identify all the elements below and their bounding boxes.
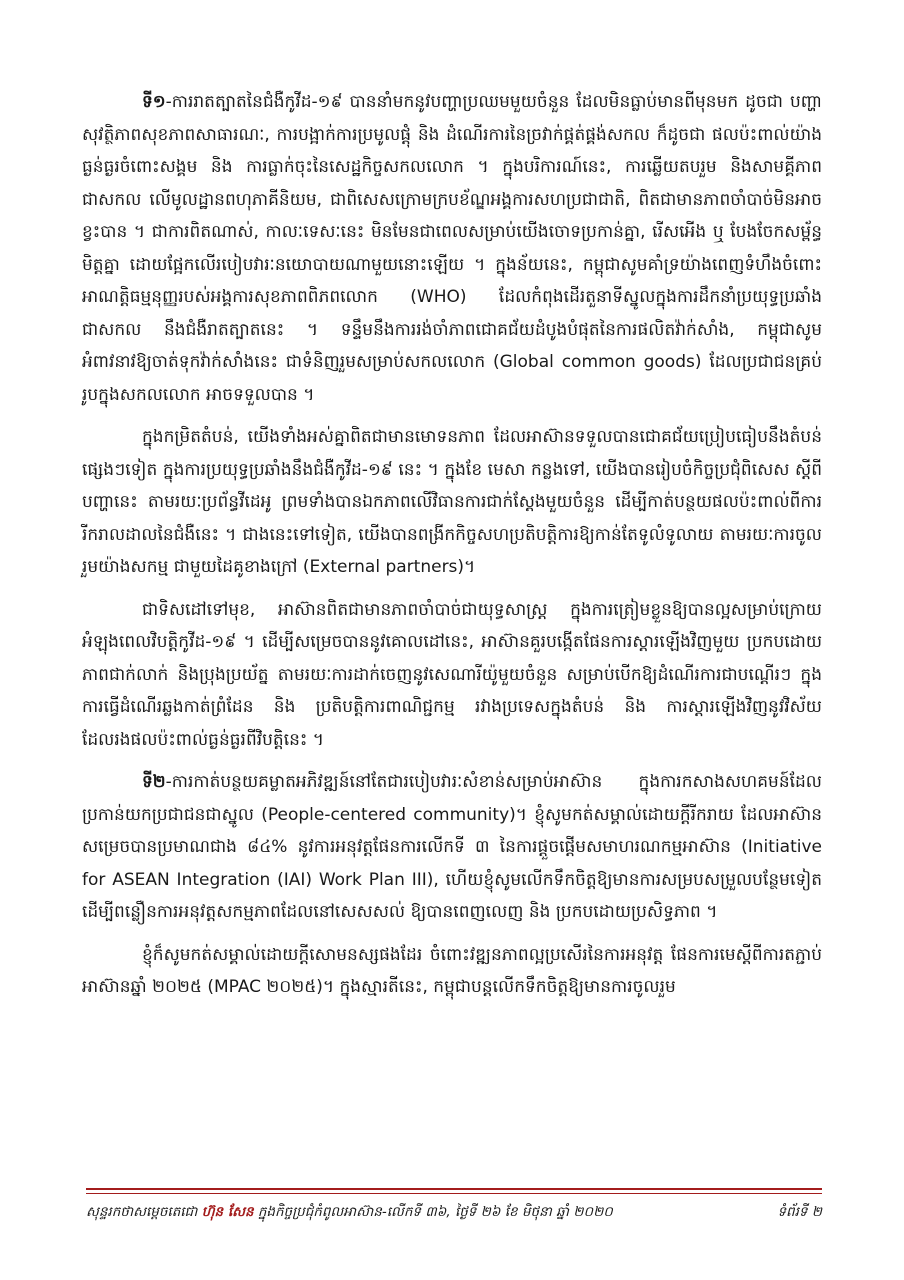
footer-divider [86, 1188, 822, 1190]
paragraph-text: ខ្ញុំក៏សូមកត់សម្គាល់ដោយក្តីសោមនស្សផងដែរ ចំពោះវឌ្ឍនភាពល្អប្រសើរនៃការអនុវត្ត ផែនការមេស្តីពីការតភ្ជាប់អាស៊ានឆ្នាំ ២០២៥ (MPAC ២០២៥)។ ក្នុងស្មារតីនេះ, កម្ពុជាបន្តលើកទឹកចិត្តឱ្យមានការចូលរួម [82, 944, 822, 997]
paragraph-text: -ការកាត់បន្ថយគម្លាតអភិវឌ្ឍន៍នៅតែជារបៀបវារៈសំខាន់សម្រាប់អាស៊ាន ក្នុងការកសាងសហគមន៍ដែលប្រកាន់យកប្រជាជនជាស្នូល (People-centered community)។ ខ្ញុំសូមកត់សម្គាល់ដោយក្តីរីករាយ ដែលអាស៊ានសម្រេចបានប្រមាណជាង ៨៤% នូវការអនុវត្តផែនការលើកទី ៣ នៃការផ្តួចផ្តើមសមាហរណកម្មអាស៊ាន (Initiative for ASEAN Integration (IAI) Work Plan III), ហើយខ្ញុំសូមលើកទឹកចិត្តឱ្យមានការសម្របសម្រួលបន្ថែមទៀត ដើម្បីពន្លឿនការអនុវត្តសកម្មភាពដែលនៅសេសសល់ ឱ្យបានពេញលេញ និង ប្រកបដោយប្រសិទ្ធភាព ។ [82, 772, 822, 922]
point-number-2: ទី២ [142, 772, 166, 792]
paragraph-text: ក្នុងកម្រិតតំបន់, យើងទាំងអស់គ្នាពិតជាមានមោទនភាព ដែលអាស៊ានទទួលបានជោគជ័យប្រៀបធៀបនឹងតំបន់ផ្សេងៗទៀត ក្នុងការប្រយុទ្ធប្រឆាំងនឹងជំងឺកូវីដ-១៩ នេះ ។ ក្នុងខែ មេសា កន្លងទៅ, យើងបានរៀបចំកិច្ចប្រជុំពិសេស ស្តីពីបញ្ហានេះ តាមរយៈប្រព័ន្ធវីដេអូ ព្រមទាំងបានឯកភាពលើវិធានការជាក់ស្តែងមួយចំនួន ដើម្បីកាត់បន្ថយផលប៉ះពាល់ពីការរីករាលដាលនៃជំងឺនេះ ។ ជាងនេះទៅទៀត, យើងបានពង្រីកកិច្ចសហប្រតិបត្តិការឱ្យកាន់តែទូលំទូលាយ តាមរយៈការចូលរួមយ៉ាងសកម្ម ជាមួយដៃគូខាងក្រៅ (External partners)។ [82, 427, 822, 577]
footer-divider-thin [86, 1193, 822, 1194]
page-footer [86, 1198, 822, 1228]
footer-suffix: ក្នុងកិច្ចប្រជុំកំពូលអាស៊ាន-លើកទី ៣៦, ថ្ងៃទី ២៦ ខែ មិថុនា ឆ្នាំ ២០២០ [257, 1204, 613, 1220]
point-number-1: ទី១ [142, 92, 166, 112]
paragraph-3 [82, 594, 822, 757]
paragraph-2 [82, 421, 822, 584]
footer-prefix: សុន្ទរកថាសម្តេចតេជោ [86, 1204, 198, 1220]
page-number: ទំព័រទី ២ [777, 1204, 822, 1220]
paragraph-text: ជាទិសដៅទៅមុខ, អាស៊ានពិតជាមានភាពចាំបាច់ជាយុទ្ធសាស្ត្រ ក្នុងការត្រៀមខ្លួនឱ្យបានល្អសម្រាប់ក្រោយអំឡុងពេលវិបត្តិកូវីដ-១៩ ។ ដើម្បីសម្រេចបាននូវគោលដៅនេះ, អាស៊ានគួរបង្កើតផែនការស្តារឡើងវិញមួយ ប្រកបដោយភាពជាក់លាក់ និងប្រុងប្រយ័ត្ន តាមរយៈការដាក់ចេញនូវសេណារីយ៉ូមួយចំនួន សម្រាប់បើកឱ្យដំណើរការជាបណ្តើរៗ ក្នុងការធ្វើដំណើរឆ្លងកាត់ព្រំដែន និង ប្រតិបត្តិការពាណិជ្ជកម្ម រវាងប្រទេសក្នុងតំបន់ និង ការស្តារឡើងវិញនូវវិស័យដែលរងផលប៉ះពាល់ធ្ងន់ធ្ងរពីវិបត្តិនេះ ។ [82, 599, 822, 750]
speech-body [82, 86, 822, 1014]
paragraph-1 [82, 86, 822, 411]
paragraph-4 [82, 766, 822, 929]
footer-speaker-name: ហ៊ុន សែន [201, 1204, 254, 1220]
paragraph-text: -ការរាតត្បាតនៃជំងឺកូវីដ-១៩ បាននាំមកនូវបញ្ហាប្រឈមមួយចំនួន ដែលមិនធ្លាប់មានពីមុនមក ដូចជា បញ្ហាសុវត្ថិភាពសុខភាពសាធារណៈ, ការបង្អាក់ការប្រមូលផ្តុំ និង ដំណើរការនៃច្រវាក់ផ្គត់ផ្គង់សកល ក៏ដូចជា ផលប៉ះពាល់យ៉ាងធ្ងន់ធ្ងរចំពោះសង្គម និង ការធ្លាក់ចុះនៃសេដ្ឋកិច្ចសកលលោក ។ ក្នុងបរិការណ៍នេះ, ការឆ្លើយតបរួម និងសាមគ្គីភាពជាសកល លើមូលដ្ឋានពហុភាគីនិយម, ជាពិសេសក្រោមក្របខ័ណ្ឌអង្គការសហប្រជាជាតិ, ពិតជាមានភាពចាំបាច់មិនអាចខ្វះបាន ។ ជាការពិតណាស់, កាលៈទេសៈនេះ មិនមែនជាពេលសម្រាប់យើងចោទប្រកាន់គ្នា, រើសអើង ឬ បែងចែកសម្ព័ន្ធមិត្តគ្នា ដោយផ្អែកលើរបៀបវារៈនយោបាយណាមួយនោះឡើយ ។ ក្នុងន័យនេះ, កម្ពុជាសូមគាំទ្រយ៉ាងពេញទំហឹងចំពោះអាណត្តិធម្មនុញ្ញរបស់អង្គការសុខភាពពិភពលោក (WHO) ដែលកំពុងដើរតួនាទីស្នូលក្នុងការដឹកនាំប្រយុទ្ធប្រឆាំងជាសកល នឹងជំងឺរាតត្បាតនេះ ។ ទន្ទឹមនឹងការរង់ចាំភាពជោគជ័យដំបូងបំផុតនៃការផលិតវ៉ាក់សាំង, កម្ពុជាសូមអំពាវនាវឱ្យចាត់ទុកវ៉ាក់សាំងនេះ ជាទំនិញរួមសម្រាប់សកលលោក (Global common goods) ដែលប្រជាជនគ្រប់រូបក្នុងសកលលោក អាចទទួលបាន ។ [82, 92, 822, 405]
footer-caption [86, 1203, 613, 1223]
paragraph-5 [82, 939, 822, 1004]
